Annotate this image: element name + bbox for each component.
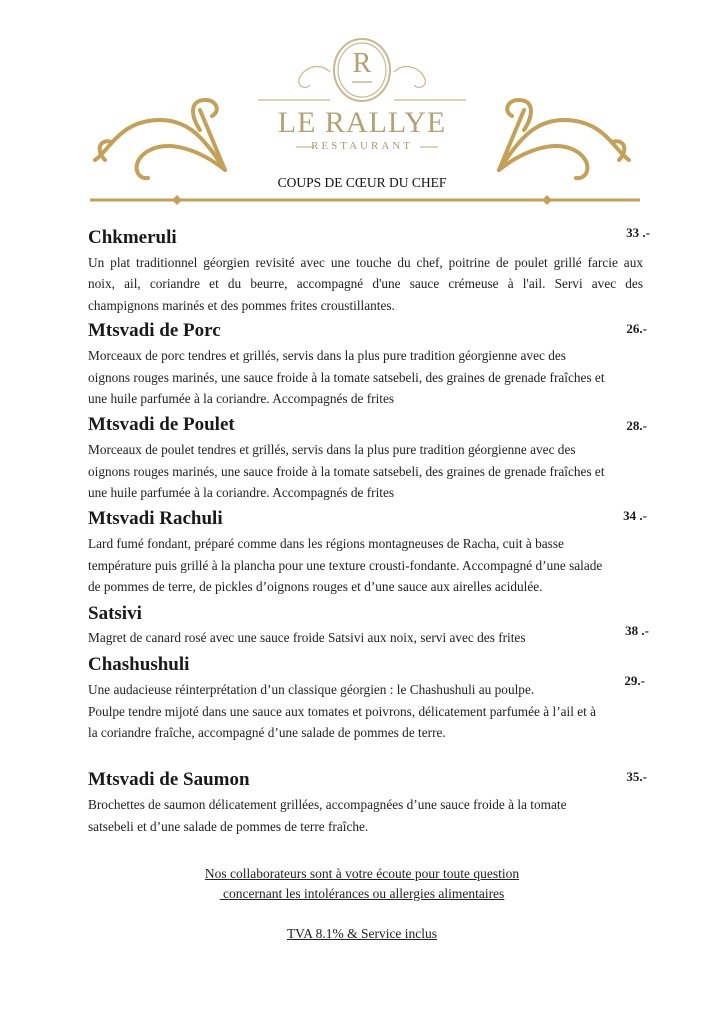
dish-price: 35.-: [626, 769, 647, 784]
dish-price: 26.-: [626, 321, 647, 336]
dish-description-line: une huile parfumée à la coriandre. Accompagnés de frites: [88, 485, 395, 500]
dish-description-line: de pommes de terre, de pickles d’oignons rouges et d’une sauce aux airelles acidulée.: [88, 579, 543, 594]
dish-description-line: une huile parfumée à la coriandre. Accompagnés de frites: [88, 391, 395, 406]
allergy-note-line2: concernant les intolérances ou allergies alimentaires: [219, 886, 505, 901]
dish-price: 33 .-: [626, 225, 650, 240]
restaurant-subtitle: RESTAURANT: [311, 140, 413, 152]
dish-description-line: Magret de canard rosé avec une sauce froide Satsivi aux noix, servi avec des frites: [88, 630, 526, 645]
dish-name: Mtsvadi Rachuli: [88, 508, 223, 529]
logo-monogram: R: [352, 48, 372, 79]
dish-description-line: température puis grillé à la plancha pour une texture crousti-fondante. Accompagné d’une salade: [88, 558, 603, 573]
tax-note: TVA 8.1% & Service inclus: [286, 926, 438, 941]
dish-price: 38 .-: [625, 623, 649, 638]
dish-description-line: Morceaux de poulet tendres et grillés, servis dans la plus pure tradition géorgienne avec des: [88, 442, 576, 457]
dish-description-line: Un plat traditionnel géorgien revisité avec une touche du chef, poitrine de poulet grillé farcie aux: [88, 255, 643, 270]
dish-description-line: oignons rouges marinés, une sauce froide à la tomate satsebeli, des graines de grenade fraîches et: [88, 464, 605, 479]
dish-name: Mtsvadi de Porc: [88, 320, 221, 341]
dish-name: Chashushuli: [88, 654, 190, 675]
dish-price: 34 .-: [623, 508, 647, 523]
dish-name: Mtsvadi de Poulet: [88, 414, 235, 435]
dish-description-line: Une audacieuse réinterprétation d’un classique géorgien : le Chashushuli au poulpe.: [88, 682, 535, 697]
dish-description-line: Morceaux de porc tendres et grillés, servis dans la plus pure tradition géorgienne avec des: [88, 348, 566, 363]
dish-description-line: champignons marinés et des pommes frites croustillantes.: [88, 298, 395, 313]
dish-description-line: Poulpe tendre mijoté dans une sauce aux tomates et poivrons, délicatement parfumée à l’ail et à: [88, 704, 597, 719]
section-title: COUPS DE CŒUR DU CHEF: [277, 175, 447, 190]
dish-description-line: satsebeli et d’une salade de pommes de terre fraîche.: [88, 819, 369, 834]
dish-name: Satsivi: [88, 603, 142, 624]
dish-price: 29.-: [624, 673, 645, 688]
dish-name: Mtsvadi de Saumon: [88, 769, 250, 790]
allergy-note-line1: Nos collaborateurs sont à votre écoute pour toute question: [204, 866, 520, 881]
dish-description-line: la coriandre fraîche, accompagné d’une salade de pommes de terre.: [88, 725, 446, 740]
dish-description-line: oignons rouges marinés, une sauce froide à la tomate satsebeli, des graines de grenade fraîches et: [88, 370, 605, 385]
dish-description-line: noix, ail, coriandre et du beurre, accompagné d'une sauce crémeuse à l'ail. Servi avec des: [88, 276, 643, 291]
dish-price: 28.-: [626, 418, 647, 433]
restaurant-name: LE RALLYE: [277, 106, 447, 139]
dish-description-line: Lard fumé fondant, préparé comme dans les régions montagneuses de Racha, cuit à basse: [88, 536, 564, 551]
dish-name: Chkmeruli: [88, 227, 177, 248]
dish-description-line: Brochettes de saumon délicatement grillées, accompagnées d’une sauce froide à la tomate: [88, 797, 567, 812]
